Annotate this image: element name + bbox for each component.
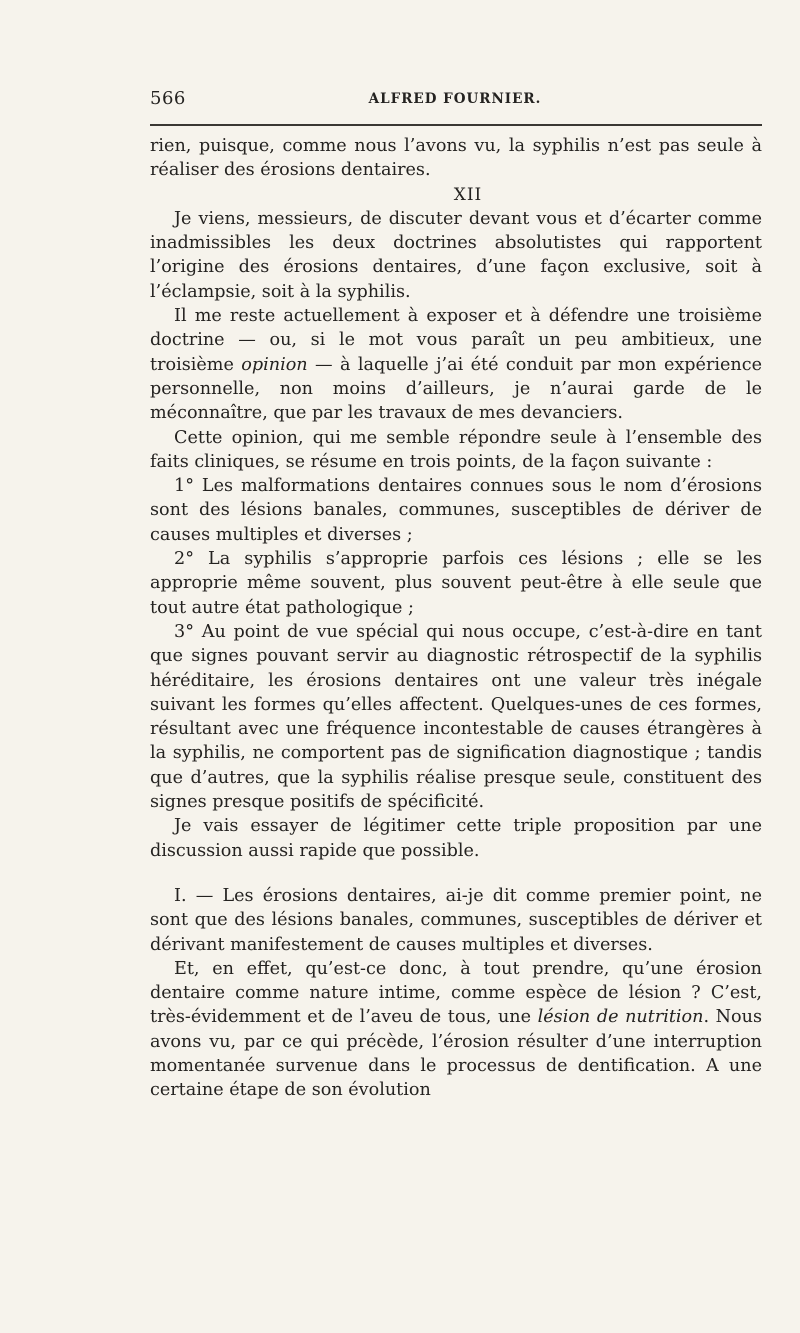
paragraph-text: — à laquelle j’ai été conduit par mon expérience personnelle, non moins d’ailleurs, je n’aurai garde de le méconnaître, que par les travaux de mes devanciers.: [150, 354, 762, 424]
section-heading: XII: [453, 184, 483, 205]
page-header: [150, 88, 760, 114]
paragraph: [150, 957, 762, 1103]
running-title: ALFRED FOURNIER.: [368, 91, 542, 107]
paragraph: Je vais essayer de légitimer cette triple proposition par une discussion aussi rapide que possible.: [150, 816, 762, 861]
italic-phrase: lésion de nutrition: [537, 1007, 704, 1028]
italic-word: opinion: [241, 354, 308, 375]
paragraph-text: . Nous avons vu, par ce qui précède, l’érosion résulter d’une interruption momentanée survenue dans le processus de dentification. A une certaine étape de son évolution: [150, 1007, 762, 1101]
list-item: 3° Au point de vue spécial qui nous occupe, c’est-à-dire en tant que signes pouvant servir au diagnostic rétrospectif de la syphilis héréditaire, les érosions dentaires ont une valeur très inégale suivant les formes qu’elles affectent. Quelques-unes de ces formes, résultant avec une fréquence incontestable de causes étrangères à la syphilis, ne comportent pas de signification diagnostique ; tandis que d’autres, que la syphilis réalise presque seule, constituent des signes presque positifs de spécificité.: [150, 621, 762, 813]
paragraph: I. — Les érosions dentaires, ai-je dit comme premier point, ne sont que des lésions banales, communes, susceptibles de dériver et dérivant manifestement de causes multiples et diverses.: [150, 885, 762, 955]
list-item: 2° La syphilis s’approprie parfois ces lésions ; elle se les approprie même souvent, plus souvent peut-être à elle seule que tout autre état pathologique ;: [150, 549, 762, 618]
list-item: 1° Les malformations dentaires connues sous le nom d’érosions sont des lésions banales, communes, susceptibles de dériver de causes multiples et diverses ;: [150, 476, 762, 545]
paragraph-text: Et, en effet, qu’est-ce donc, à tout prendre, qu’une érosion dentaire comme nature intime, comme espèce de lésion ? C’est, très-évidemment et de l’aveu de tous, une: [150, 958, 762, 1028]
paragraph-continued: rien, puisque, comme nous l’avons vu, la syphilis n’est pas seule à réaliser des érosions dentaires.: [150, 136, 762, 181]
paragraph: [150, 304, 762, 425]
header-rule: [150, 124, 762, 126]
paragraph: Cette opinion, qui me semble répondre seule à l’ensemble des faits cliniques, se résume en trois points, de la façon suivante :: [150, 427, 762, 472]
section-gap: [150, 863, 762, 884]
page-number: 566: [150, 88, 186, 109]
paragraph-text: Il me reste actuellement à exposer et à défendre une troisième doctrine — ou, si le mot vous paraît un peu ambitieux, une troisième: [150, 306, 762, 375]
body-text: [150, 134, 762, 1103]
paragraph: Je viens, messieurs, de discuter devant vous et d’écarter comme inadmissibles les deux doctrines absolutistes qui rapportent l’origine des érosions dentaires, d’une façon exclusive, soit à l’éclampsie, soit à la syphilis.: [150, 208, 762, 302]
